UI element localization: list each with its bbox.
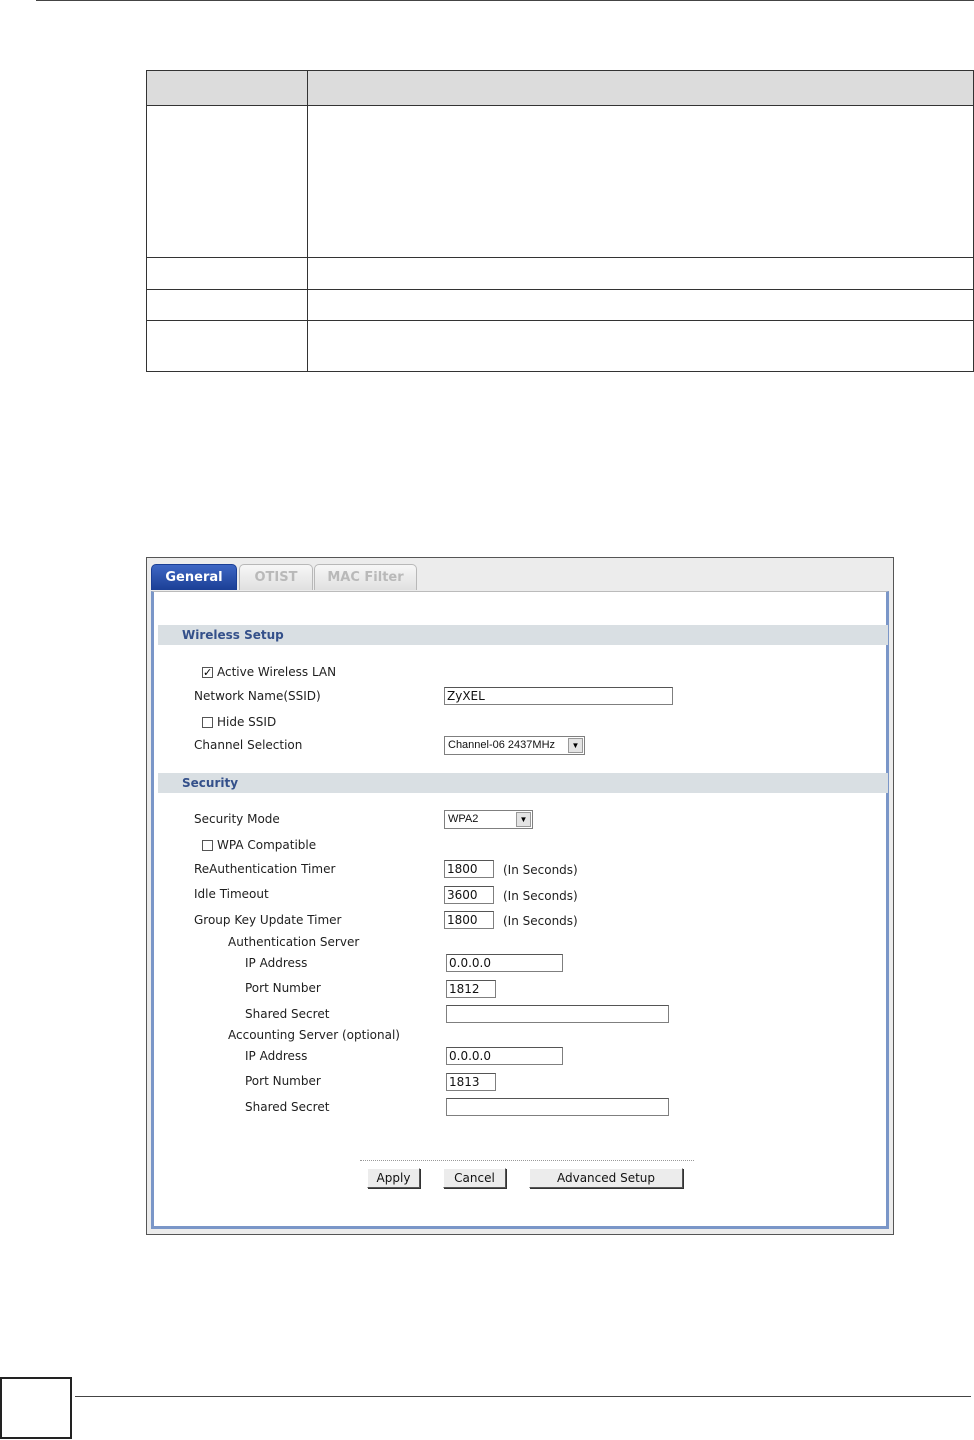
reauth-timer-label: ReAuthentication Timer <box>194 862 336 876</box>
acct-port-label: Port Number <box>245 1074 321 1088</box>
network-name-field[interactable]: ZyXEL <box>444 687 673 705</box>
network-name-label: Network Name(SSID) <box>194 689 321 703</box>
settings-form <box>151 591 889 1229</box>
table-header-row <box>147 71 974 106</box>
hide-ssid-label: Hide SSID <box>217 715 277 729</box>
channel-selection-label: Channel Selection <box>194 738 303 752</box>
footer-rule <box>75 1396 971 1397</box>
advanced-setup-button[interactable]: Advanced Setup <box>529 1168 683 1188</box>
auth-port-label: Port Number <box>245 981 321 995</box>
table-cell <box>147 321 308 372</box>
auth-port-field[interactable]: 1812 <box>446 980 496 998</box>
table-cell <box>308 321 974 372</box>
acct-secret-field[interactable] <box>446 1098 669 1116</box>
acct-port-field[interactable]: 1813 <box>446 1073 496 1091</box>
table-cell <box>147 106 308 258</box>
security-mode-label: Security Mode <box>194 812 280 826</box>
button-divider <box>360 1160 694 1161</box>
acct-secret-label: Shared Secret <box>245 1100 330 1114</box>
reauth-timer-field[interactable]: 1800 <box>444 860 494 878</box>
page-number-box <box>0 1377 72 1439</box>
cancel-button[interactable]: Cancel <box>443 1168 506 1188</box>
auth-server-heading: Authentication Server <box>228 935 360 949</box>
channel-select-value: Channel-06 2437MHz <box>448 739 556 751</box>
hide-ssid-checkbox[interactable] <box>202 717 213 728</box>
table-header-cell <box>308 71 974 106</box>
table-header-cell <box>147 71 308 106</box>
header-rule <box>36 0 974 1</box>
auth-ip-label: IP Address <box>245 956 308 970</box>
tab-general[interactable]: General <box>151 564 237 590</box>
auth-secret-field[interactable] <box>446 1005 669 1023</box>
table-cell <box>308 290 974 321</box>
description-table <box>146 70 974 372</box>
active-wireless-lan-checkbox[interactable]: ✓ <box>203 666 213 679</box>
security-mode-select[interactable] <box>444 810 533 829</box>
chevron-down-icon[interactable]: ▼ <box>568 738 583 753</box>
acct-ip-label: IP Address <box>245 1049 308 1063</box>
auth-ip-field[interactable]: 0.0.0.0 <box>446 954 563 972</box>
reauth-timer-unit: (In Seconds) <box>503 863 578 877</box>
security-mode-value: WPA2 <box>448 813 479 825</box>
idle-timeout-unit: (In Seconds) <box>503 889 578 903</box>
wpa-compatible-label: WPA Compatible <box>217 838 317 852</box>
group-key-timer-label: Group Key Update Timer <box>194 913 342 927</box>
group-key-timer-field[interactable]: 1800 <box>444 911 494 929</box>
security-header: Security <box>158 773 888 793</box>
table-cell <box>147 290 308 321</box>
acct-ip-field[interactable]: 0.0.0.0 <box>446 1047 563 1065</box>
channel-select[interactable] <box>444 736 585 755</box>
table-row <box>147 258 974 290</box>
chevron-down-icon[interactable]: ▼ <box>516 812 531 827</box>
wireless-setup-header: Wireless Setup <box>158 625 888 645</box>
wpa-compatible-checkbox[interactable] <box>202 840 213 851</box>
wireless-settings-screenshot <box>146 557 894 1235</box>
table-row <box>147 106 974 258</box>
apply-button[interactable]: Apply <box>367 1168 420 1188</box>
active-wireless-lan-label: Active Wireless LAN <box>217 665 337 679</box>
acct-server-heading: Accounting Server (optional) <box>228 1028 400 1042</box>
auth-secret-label: Shared Secret <box>245 1007 330 1021</box>
table-row <box>147 290 974 321</box>
table-row <box>147 321 974 372</box>
group-key-timer-unit: (In Seconds) <box>503 914 578 928</box>
table-cell <box>308 258 974 290</box>
idle-timeout-field[interactable]: 3600 <box>444 886 494 904</box>
table-cell <box>147 258 308 290</box>
tab-otist[interactable]: OTIST <box>239 564 313 590</box>
table-cell <box>308 106 974 258</box>
tab-mac-filter[interactable]: MAC Filter <box>314 564 417 590</box>
idle-timeout-label: Idle Timeout <box>194 887 269 901</box>
